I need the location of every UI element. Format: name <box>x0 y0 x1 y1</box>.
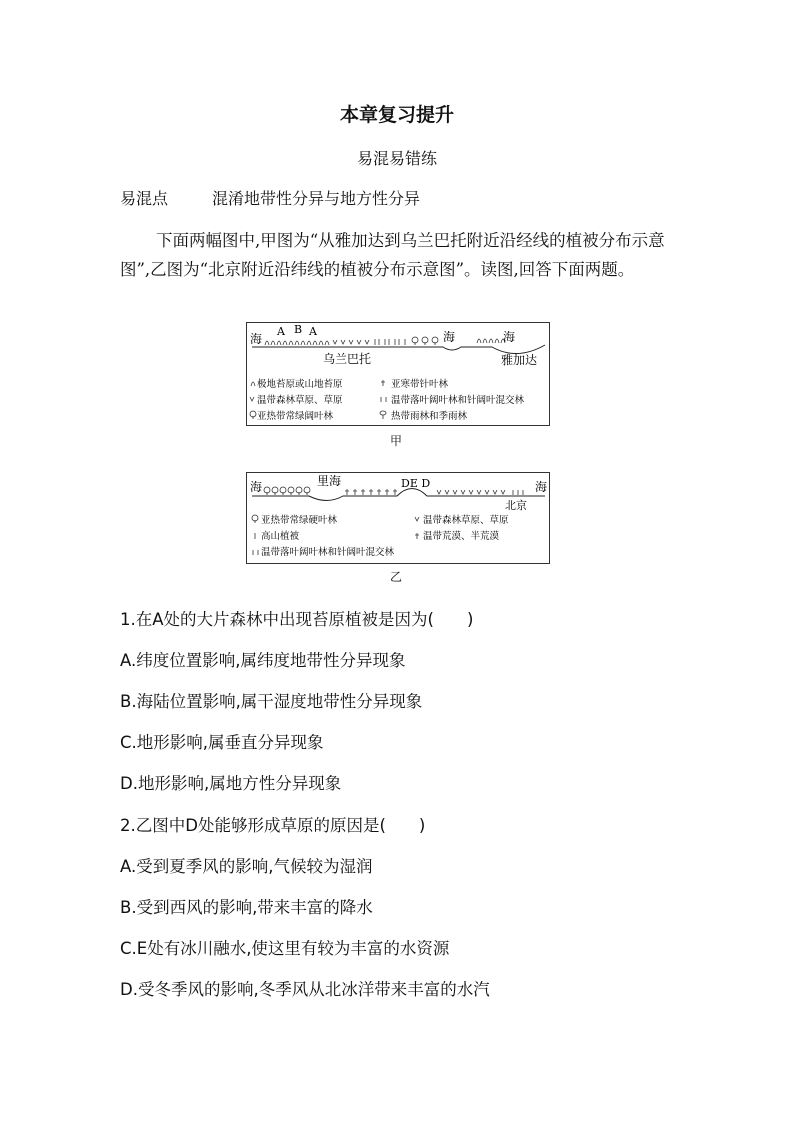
topic-line <box>120 186 420 209</box>
question-2-option-d: D.受冬季风的影响,冬季风从北冰洋带来丰富的水汽 <box>120 980 490 999</box>
figure-yi <box>246 472 550 564</box>
figure-yi-caption: 乙 <box>390 570 403 584</box>
topic-label: 易混点 <box>120 189 169 208</box>
figure-jia-drawing <box>247 323 549 425</box>
label-b: B <box>294 323 303 336</box>
evergreen-broadleaf-icon <box>250 411 256 419</box>
question-1-option-a: A.纬度位置影响,属纬度地带性分异现象 <box>120 651 406 670</box>
jakarta-label: 雅加达 <box>501 353 538 367</box>
desert-icon <box>415 533 419 539</box>
rainforest-icon <box>380 411 386 419</box>
question-1-stem: 1.在A处的大片森林中出现苔原植被是因为( ) <box>120 610 474 629</box>
vegetation-row <box>265 337 505 345</box>
figure-jia-caption: 甲 <box>390 434 403 448</box>
taiga-icon <box>381 380 385 386</box>
tundra-icon <box>251 382 255 386</box>
right-sea-label: 海 <box>503 330 516 344</box>
section-subtitle: 易混易错练 <box>356 149 437 168</box>
legend-item: 亚热带常绿硬叶林 <box>261 515 338 526</box>
question-2-stem: 2.乙图中D处能够形成草原的原因是( ) <box>120 816 426 835</box>
beijing-label: 北京 <box>505 499 527 512</box>
mixed-forest-icon <box>253 550 258 555</box>
de-d-labels: DE D <box>401 477 431 490</box>
caspian-label: 里海 <box>317 474 342 488</box>
question-1-option-d: D.地形影响,属地方性分异现象 <box>120 774 342 793</box>
legend-item: 亚寒带针叶林 <box>391 379 449 390</box>
label-a2: A <box>309 325 317 338</box>
figure-jia <box>246 322 550 426</box>
legend-item: 温带森林草原、草原 <box>257 395 343 406</box>
legend-yi <box>261 514 509 558</box>
mixed-forest-icon <box>381 397 386 402</box>
grass-icon <box>415 517 419 521</box>
mid-sea-label: 海 <box>443 330 456 344</box>
figure-yi-drawing <box>247 473 549 563</box>
legend-item: 温带落叶阔叶林和针阔叶混交林 <box>391 395 525 406</box>
question-1-option-b: B.海陆位置影响,属干湿度地带性分异现象 <box>120 692 423 711</box>
page-title: 本章复习提升 <box>339 104 454 126</box>
question-2-option-c: C.E处有冰川融水,使这里有较为丰富的水资源 <box>120 939 450 958</box>
legend-jia <box>257 378 525 422</box>
question-1-option-c: C.地形影响,属垂直分异现象 <box>120 733 324 752</box>
legend-item: 亚热带常绿阔叶林 <box>257 411 334 422</box>
question-2-option-b: B.受到西风的影响,带来丰富的降水 <box>120 898 373 917</box>
left-sea-label: 海 <box>250 480 263 494</box>
topic-text: 混淆地带性分异与地方性分异 <box>212 189 421 208</box>
legend-item: 温带荒漠、半荒漠 <box>423 531 500 542</box>
grass-icon <box>250 397 254 401</box>
question-2-option-a: A.受到夏季风的影响,气候较为湿润 <box>120 857 373 876</box>
right-sea-label: 海 <box>535 480 548 494</box>
legend-item: 高山植被 <box>261 531 300 542</box>
label-a1: A <box>277 325 285 338</box>
ulaanbaatar-label: 乌兰巴托 <box>323 352 372 366</box>
sclerophyll-icon <box>252 515 258 523</box>
vegetation-row <box>264 487 523 495</box>
legend-item: 温带落叶阔叶林和针阔叶混交林 <box>261 547 395 558</box>
left-sea-label: 海 <box>250 332 263 346</box>
intro-paragraph: 下面两幅图中,甲图为“从雅加达到乌兰巴托附近沿经线的植被分布示意图”,乙图为“北京附近沿纬线的植被分布示意图”。读图,回答下面两题。 <box>120 231 665 279</box>
legend-item: 热带雨林和季雨林 <box>391 411 468 422</box>
legend-item: 温带森林草原、草原 <box>423 515 509 526</box>
legend-item: 极地苔原或山地苔原 <box>257 379 343 390</box>
